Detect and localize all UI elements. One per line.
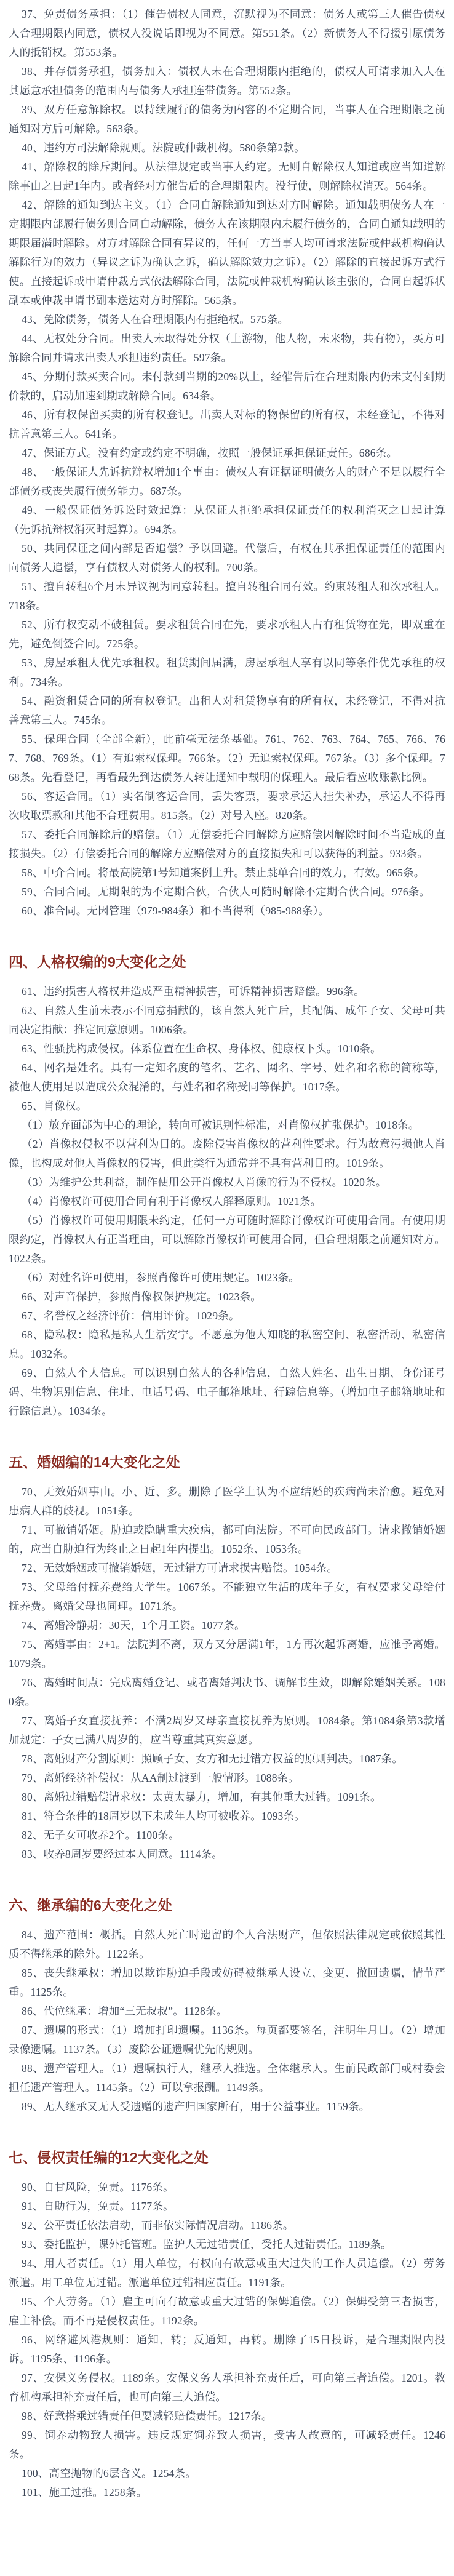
list-item: 74、离婚冷静期：30天，1个月工资。1077条。 (22, 1619, 245, 1631)
list-item: 45、分期付款买卖合同。未付款到当期的20%以上，经催告后在合理期限内仍未支付到期价款的，启动加速到期或解除合同。634条。 (9, 370, 445, 402)
list-item: 82、无子女可收养2个。1100条。 (22, 1829, 180, 1841)
list-item: （5）肖像权许可使用期限未约定，任何一方可随时解除肖像权许可使用合同。有使用期限约定，肖像权人有正当理由，可以解除肖像权许可使用合同，但合理期限之前通知对方。1022条。 (9, 1214, 445, 1265)
list-item: 61、违约损害人格权并造成严重精神损害，可诉精神损害赔偿。996条。 (22, 985, 365, 998)
list-item: 68、隐私权：隐私是私人生活安宁。不愿意为他人知晓的私密空间、私密活动、私密信息。1032条。 (9, 1329, 445, 1360)
section-heading: 六、继承编的6大变化之处 (9, 1897, 172, 1913)
list-item: （6）对姓名许可使用，参照肖像许可使用规定。1023条。 (22, 1271, 300, 1284)
list-item: 81、符合条件的18周岁以下未成年人均可被收养。1093条。 (22, 1810, 305, 1822)
list-item: 69、自然人个人信息。可以识别自然人的各种信息，自然人姓名、出生日期、身份证号码、生物识别信息、住址、电话号码、电子邮箱地址、行踪信息等。（增加电子邮箱地址和行踪信息）。1034条。 (9, 1367, 445, 1417)
list-item: 59、合同合同。无期限的为不定期合伙，合伙人可随时解除不定期合伙合同。976条。 (22, 886, 431, 898)
list-item: 50、共同保证之间内部是否追偿？予以回避。代偿后，有权在其承担保证责任的范围内向债务人追偿，享有债权人对债务人的权利。700条。 (9, 542, 445, 574)
list-item: 60、准合同。无因管理（979-984条）和不当得利（985-988条）。 (22, 905, 330, 917)
list-item: 75、离婚事由：2+1。法院判不离，双方又分居满1年，1方再次起诉离婚，应准予离婚。1079条。 (9, 1638, 445, 1670)
list-item: 99、饲养动物致人损害。违反规定饲养致人损害，受害人故意的，可减轻责任。1246条。 (9, 2429, 445, 2460)
document-section (9, 953, 445, 1421)
list-item: 46、所有权保留买卖的所有权登记。出卖人对标的物保留的所有权，未经登记，不得对抗善意第三人。641条。 (9, 409, 445, 440)
list-item: （2）肖像权侵权不以营利为目的。废除侵害肖像权的营利性要求。行为故意污损他人肖像，也构成对他人肖像权的侵害，但此类行为通常并不具有营利目的。1019条。 (9, 1138, 445, 1169)
list-item: 101、施工过推。1258条。 (22, 2486, 148, 2498)
list-item: （3）为维护公共利益，制作使用公开肖像权人肖像的行为不侵权。1020条。 (22, 1176, 387, 1188)
list-item: 38、并存债务承担，债务加入：债权人未在合理期限内拒绝的，债权人可请求加入人在其愿意承担债务的范围内与债务人承担连带债务。第552条。 (9, 65, 445, 97)
list-item: 77、离婚子女直接抚养：不满2周岁又母亲直接抚养为原则。1084条。第1084条第3款增加规定：子女已满八周岁的，应当尊重其真实意愿。 (9, 1714, 445, 1746)
list-item: 63、性骚扰构成侵权。体系位置在生命权、身体权、健康权下头。1010条。 (22, 1042, 381, 1055)
list-item: 40、违约方司法解除规则。法院或仲裁机构。580条第2款。 (22, 142, 305, 154)
list-item: 47、保证方式。没有约定或约定不明确，按照一般保证承担保证责任。686条。 (22, 447, 398, 459)
list-item: 80、离婚过错赔偿请求权：太黄太暴力，增加，有其他重大过错。1091条。 (22, 1791, 381, 1803)
document-section (9, 1453, 445, 1864)
list-item: 43、免除债务，债务人在合理期限内有拒绝权。575条。 (22, 313, 289, 326)
list-item: 85、丧失继承权：增加以欺诈胁迫手段或妨碍被继承人设立、变更、撤回遗嘱，情节严重。1125条。 (9, 1967, 445, 1998)
list-item: 91、自助行为，免责。1177条。 (22, 2200, 174, 2212)
list-item: 78、离婚财产分割原则：照顾子女、女方和无过错方权益的原则判决。1087条。 (22, 1753, 404, 1765)
list-item: 57、委托合同解除后的赔偿。（1）无偿委托合同解除方应赔偿因解除时间不当造成的直接损失。（2）有偿委托合同的解除方应赔偿对方的直接损失和可以获得的利益。933条。 (9, 828, 445, 860)
list-item: 73、父母给付抚养费给大学生。1067条。不能独立生活的成年子女，有权要求父母给付抚养费。离婚父母也同理。1071条。 (9, 1581, 445, 1612)
list-item: 79、离婚经济补偿权：从AA制过渡到一般情形。1088条。 (22, 1772, 300, 1784)
list-item: 64、网名是姓名。具有一定知名度的笔名、艺名、网名、字号、姓名和名称的简称等，被他人使用足以造成公众混淆的，与姓名和名称受同等保护。1017条。 (9, 1062, 445, 1093)
list-item: 93、委托监护，课外托管班。监护人无过错责任，受托人过错责任。1189条。 (22, 2238, 392, 2250)
list-item: 62、自然人生前未表示不同意捐献的，该自然人死亡后，其配偶、成年子女、父母可共同决定捐献：推定同意原则。1006条。 (9, 1004, 445, 1036)
list-item: 53、房屋承租人优先承租权。租赁期间届满，房屋承租人享有以同等条件优先承租的权利。734条。 (9, 657, 445, 688)
list-item: 55、保理合同（全部全新），此前毫无法条基础。761、762、763、764、765、766、767、768、769条。（1）有追索权保理。766条。（2）无追索权保理。767条。（3）多个保理。768条。先看登记，再看最先到达债务人转让通知中载明的保理人。最后看应收账款比例。 (9, 733, 445, 783)
list-item: 88、遗产管理人。（1）遗嘱执行人，继承人推选。全体继承人。生前民政部门或村委会担任遗产管理人。1145条。（2）可以拿报酬。1149条。 (9, 2062, 445, 2094)
list-item: 76、离婚时间点：完成离婚登记、或者离婚判决书、调解书生效，即解除婚姻关系。1080条。 (9, 1676, 445, 1708)
section-heading: 五、婚姻编的14大变化之处 (9, 1454, 180, 1470)
list-item: 51、擅自转租6个月未异议视为同意转租。擅自转租合同有效。约束转租人和次承租人。718条。 (9, 580, 445, 612)
document-section (9, 5, 445, 921)
list-item: 89、无人继承又无人受遗赠的遗产归国家所有，用于公益事业。1159条。 (22, 2100, 370, 2113)
list-item: 56、客运合同。（1）实名制客运合同，丢失客票，要求承运人挂失补办，承运人不得再次收取票款和其他不合理费用。815条。（2）对号入座。820条。 (9, 790, 445, 822)
list-item: 48、一般保证人先诉抗辩权增加1个事由：债权人有证据证明债务人的财产不足以履行全部债务或丧失履行债务能力。687条。 (9, 466, 445, 497)
list-item: 97、安保义务侵权。1189条。安保义务人承担补充责任后，可向第三者追偿。1201。教育机构承担补充责任后，也可向第三人追偿。 (9, 2372, 445, 2403)
list-item: 100、高空抛物的6层含义。1254条。 (22, 2467, 196, 2479)
document-section (9, 1896, 445, 2116)
list-item: 71、可撤销婚姻。胁迫或隐瞒重大疾病，都可向法院。不可向民政部门。请求撤销婚姻的，应当自胁迫行为终止之日起1年内提出。1052条、1053条。 (9, 1524, 445, 1555)
list-item: 39、双方任意解除权。以持续履行的债务为内容的不定期合同，当事人在合理期限之前通知对方后可解除。563条。 (9, 103, 445, 135)
list-item: 41、解除权的除斥期间。从法律规定或当事人约定。无则自解除权人知道或应当知道解除事由之日起1年内。或者经对方催告后的合理期限内。没行使，则解除权消灭。564条。 (9, 161, 445, 192)
document-section (9, 2148, 445, 2502)
list-item: 49、一般保证债务诉讼时效起算：从保证人拒绝承担保证责任的权利消灭之日起计算（先诉抗辩权消灭时起算）。694条。 (9, 504, 445, 535)
list-item: 95、个人劳务。（1）雇主可向有故意或重大过错的保姆追偿。（2）保姆受第三者损害，雇主补偿。而不再是侵权责任。1192条。 (9, 2295, 445, 2327)
list-item: （4）肖像权许可使用合同有利于肖像权人解释原则。1021条。 (22, 1195, 322, 1207)
list-item: 96、网络避风港规则：通知、转；反通知，再转。删除了15日投诉，是合理期限内投诉。1195条、1196条。 (9, 2334, 445, 2365)
list-item: 92、公平责任依法启动，而非依实际情况启动。1186条。 (22, 2219, 294, 2231)
list-item: 52、所有权变动不破租赁。要求租赁合同在先，要求承租人占有租赁物在先，即双重在先，避免倒签合同。725条。 (9, 618, 445, 650)
list-item: 54、融资租赁合同的所有权登记。出租人对租赁物享有的所有权，未经登记，不得对抗善意第三人。745条。 (9, 695, 445, 726)
list-item: 94、用人者责任。（1）用人单位，有权向有故意或重大过失的工作人员追偿。（2）劳务派遣。用工单位无过错。派遣单位过错相应责任。1191条。 (9, 2257, 445, 2289)
section-heading: 七、侵权责任编的12大变化之处 (9, 2150, 209, 2166)
list-item: 70、无效婚姻事由。小、近、多。删除了医学上认为不应结婚的疾病尚未治愈。避免对患病人群的歧视。1051条。 (9, 1486, 445, 1517)
list-item: 58、中介合同。将最高院第1号知道案例上升。禁止跳单合同的效力，有效。965条。 (22, 866, 425, 879)
list-item: 86、代位继承：增加“三无叔叔”。1128条。 (22, 2005, 228, 2017)
list-item: 66、对声音保护，参照肖像权保护规定。1023条。 (22, 1290, 261, 1303)
list-item: 67、名誉权之经济评价：信用评价。1029条。 (22, 1310, 240, 1322)
list-item: 44、无权处分合同。出卖人未取得处分权（上游物，他人物，未来物，共有物），买方可解除合同并请求出卖人承担违约责任。597条。 (9, 332, 445, 364)
list-item: 42、解除的通知到达主义。（1）合同自解除通知到达对方时解除。通知载明债务人在一定期限内部履行债务则合同自动解除，债务人在该期限内未履行债务的，合同自通知载明的期限届满时解除。对方对解除合同有异议的，任何一方当事人均可请求法院或仲裁机构确认解除行为的效力（异议之诉为确认之诉，确认解除效力之诉）。（2）解除的直接起诉方式行使。直接起诉或申请仲裁方式依法解除合同，法院或仲裁机构确认该主张的，合同自起诉状副本或仲裁申请书副本送达对方时解除。565条。 (9, 199, 445, 306)
list-item: 37、免责债务承担：（1）催告债权人同意，沉默视为不同意：债务人或第三人催告债权人合理期限内同意，债权人没说话即视为不同意。第551条。（2）新债务人不得援引原债务人的抵销权。第553条。 (9, 8, 445, 58)
list-item: 87、遗嘱的形式：（1）增加打印遗嘱。1136条。每页都要签名，注明年月日。（2）增加录像遗嘱。1137条。（3）废除公证遗嘱优先的规则。 (9, 2024, 445, 2055)
list-item: 90、自甘风险，免责。1176条。 (22, 2181, 174, 2193)
list-item: 83、收养8周岁要经过本人同意。1114条。 (22, 1848, 223, 1860)
list-item: 65、肖像权。 (22, 1100, 87, 1112)
list-item: 84、遗产范围：概括。自然人死亡时遗留的个人合法财产，但依照法律规定或依照其性质不得继承的除外。1122条。 (9, 1929, 445, 1960)
list-item: （1）放弃面部为中心的理论，转向可被识别性标准，对肖像权扩张保护。1018条。 (22, 1119, 420, 1131)
list-item: 98、好意搭乘过错责任但要减轻赔偿责任。1217条。 (22, 2410, 273, 2422)
section-heading: 四、人格权编的9大变化之处 (9, 954, 186, 970)
list-item: 72、无效婚姻或可撤销婚姻，无过错方可请求损害赔偿。1054条。 (22, 1562, 338, 1574)
